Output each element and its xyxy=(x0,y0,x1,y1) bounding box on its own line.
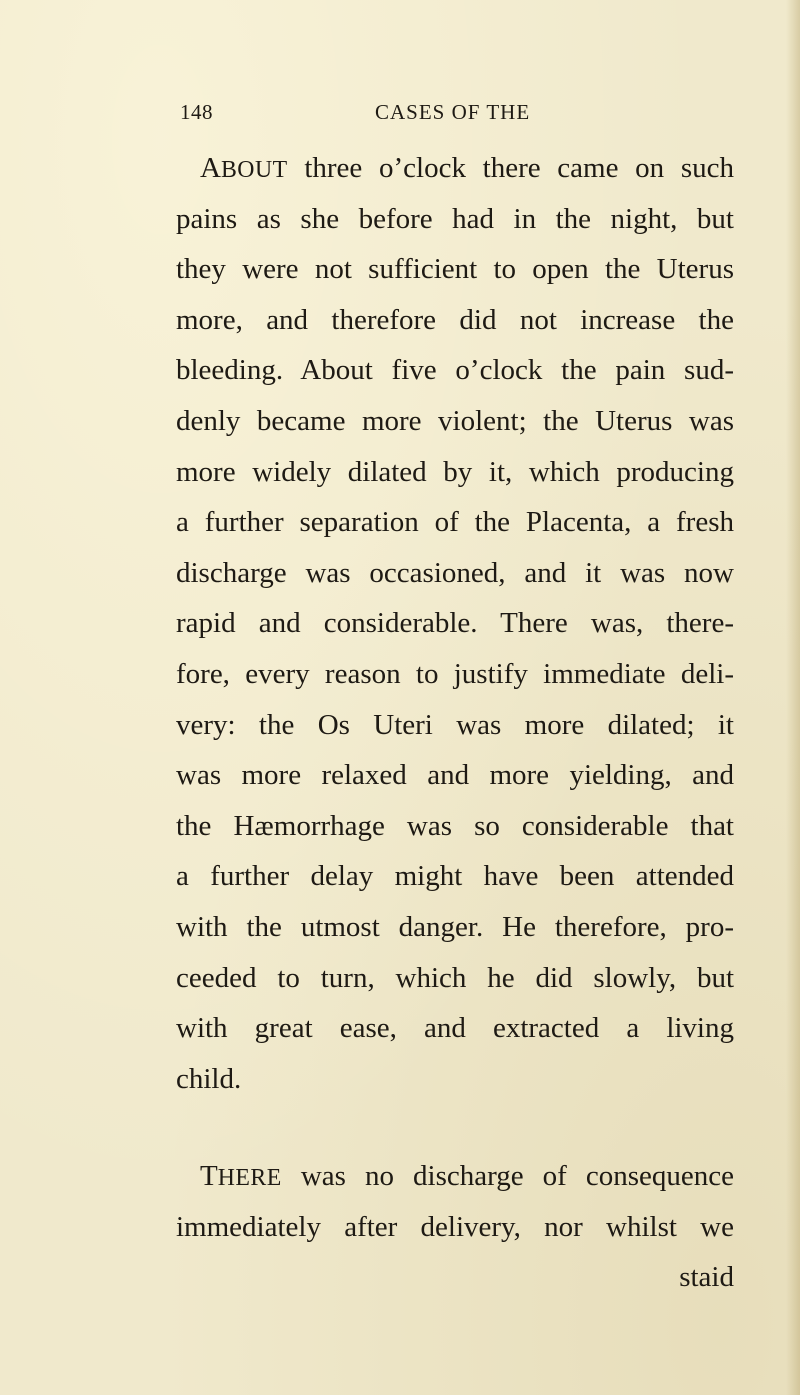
text-line: denly became more violent; the Uterus was xyxy=(176,404,734,437)
smallcaps-word: BOUT xyxy=(220,157,288,183)
drop-initial-a: A xyxy=(200,152,221,184)
text-line: more, and therefore did not increase the xyxy=(176,303,734,336)
line-text: three o’clock there came on such xyxy=(287,152,734,184)
page-edge-shadow xyxy=(786,0,800,1395)
text-line: ceeded to turn, which he did slowly, but xyxy=(176,961,734,994)
text-line: was more relaxed and more yielding, and xyxy=(176,759,734,792)
text-line: very: the Os Uteri was more dilated; it xyxy=(176,708,734,741)
text-line: bleeding. About five o’clock the pain sud- xyxy=(176,354,734,387)
drop-initial-t: T xyxy=(200,1160,218,1193)
text-line: a further separation of the Placenta, a fresh xyxy=(176,506,734,539)
smallcaps-word: HERE xyxy=(217,1165,282,1192)
paragraph-1-line-1 xyxy=(176,143,734,194)
paragraph-1-last-line: child. xyxy=(176,1062,242,1095)
text-line: pains as she before had in the night, but xyxy=(176,202,734,235)
paragraph-gap xyxy=(176,1104,734,1151)
text-line: the Hæmorrhage was so considerable that xyxy=(176,809,734,842)
text-line: with the utmost danger. He therefore, pro- xyxy=(176,910,734,943)
text-line: rapid and considerable. There was, there- xyxy=(176,607,734,640)
paragraph-2-line-1 xyxy=(176,1151,734,1202)
running-head: CASES OF THE xyxy=(375,100,531,124)
text-line: fore, every reason to justify immediate deli- xyxy=(176,657,734,690)
text-line: immediately after delivery, nor whilst we xyxy=(176,1210,734,1243)
text-line: they were not sufficient to open the Uterus xyxy=(176,253,734,286)
catchword: staid xyxy=(679,1261,734,1294)
text-line: more widely dilated by it, which producing xyxy=(176,455,734,488)
page-number: 148 xyxy=(180,100,213,124)
text-line: a further delay might have been attended xyxy=(176,860,734,893)
body-text xyxy=(176,143,734,1303)
line-text: was no discharge of consequence xyxy=(281,1160,734,1193)
text-line: discharge was occasioned, and it was now xyxy=(176,556,734,589)
page-header xyxy=(0,100,800,130)
text-line: with great ease, and extracted a living xyxy=(176,1012,734,1045)
